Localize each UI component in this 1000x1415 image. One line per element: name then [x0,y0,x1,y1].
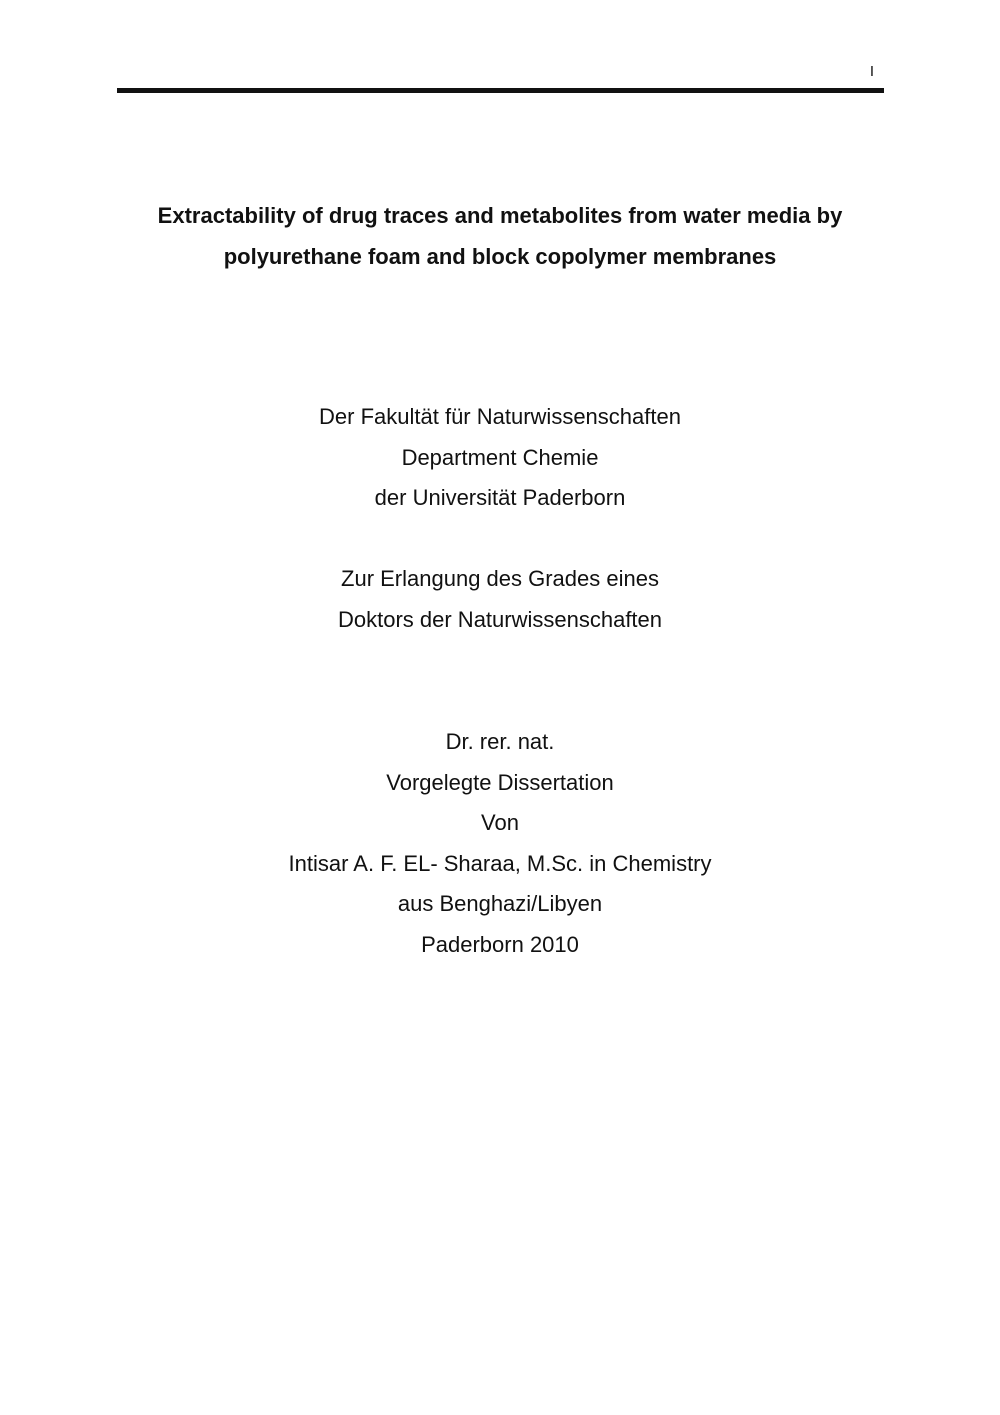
place-year: Paderborn 2010 [421,931,579,957]
degree-line-1: Zur Erlangung des Grades eines [341,566,659,591]
faculty-line-2: Department Chemie [401,444,599,470]
author-name: Intisar A. F. EL- Sharaa, M.Sc. in Chemistry [288,850,712,876]
page-number: I [869,63,875,80]
degree-abbreviation: Dr. rer. nat. [445,729,555,754]
faculty-block [100,397,900,519]
title-line-2: polyurethane foam and block copolymer membranes [223,244,777,269]
title-line-1: Extractability of drug traces and metabolites from water media by [157,203,843,228]
dissertation-title [100,195,900,277]
by-line: Von [481,810,519,835]
degree-line-2: Doktors der Naturwissenschaften [337,606,663,632]
author-origin: aus Benghazi/Libyen [397,891,603,916]
faculty-line-3: der Universität Paderborn [374,485,626,510]
degree-block [100,559,900,640]
submitted-line: Vorgelegte Dissertation [386,769,614,795]
author-block [100,722,900,965]
faculty-line-1: Der Fakultät für Naturwissenschaften [319,404,681,429]
header-rule [117,88,884,93]
